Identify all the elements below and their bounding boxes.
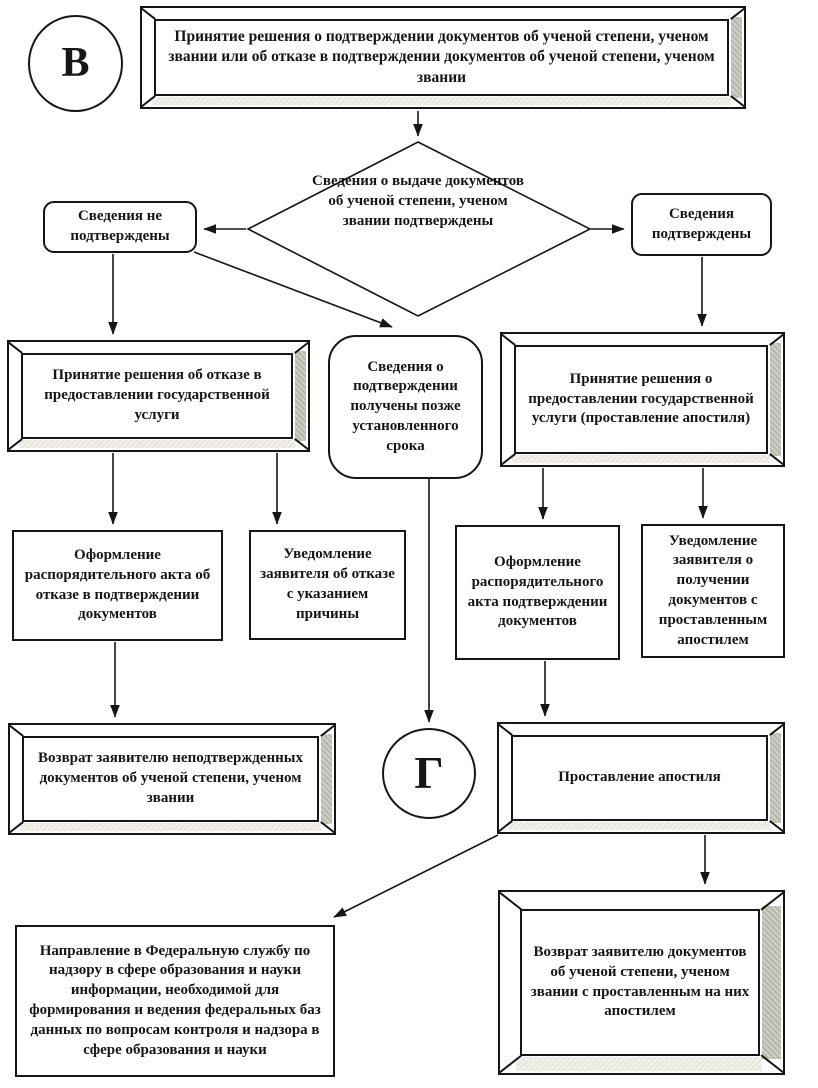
process-box-provide-text: Принятие решения о предоставлении государственной услуги (проставление апостиля) <box>514 345 768 454</box>
process-box-provide-service <box>500 332 785 467</box>
step-box-notify-refusal: Уведомление заявителя об отказе с указанием причины <box>249 530 406 640</box>
process-box-return-apostilled <box>498 890 785 1075</box>
step-box-act-of-confirmation: Оформление распорядительного акта подтверждении документов <box>455 525 620 660</box>
connector-b-label: В <box>61 39 90 86</box>
step-box-send-to-federal-service: Направление в Федеральную службу по надзору в сфере образования и науки информации, необходимой для формирования и ведения федеральных баз данных по вопросам контроля и надзора в сфере образования и науки <box>15 925 335 1077</box>
process-box-apostille-text: Проставление апостиля <box>511 735 768 821</box>
process-box-refuse-service <box>7 340 310 452</box>
bevel-shade-right <box>731 17 742 98</box>
decision-diamond-label: Сведения о выдаче документов об ученой степени, ученом звании подтверждены <box>312 173 524 229</box>
step-box-act-of-refusal: Оформление распорядительного акта об отказе в подтверждении документов <box>12 530 223 641</box>
process-box-apostille <box>497 722 785 834</box>
process-box-decision-on-confirmation <box>140 6 746 109</box>
connector-circle-g <box>382 728 476 819</box>
terminator-not-confirmed: Сведения не подтверждены <box>43 201 197 253</box>
connector-circle-b <box>28 15 123 112</box>
process-box-decision-text: Принятие решения о подтверждении документов об ученой степени, ученом звании или об отказе в подтверждении документов об ученой степени, ученом звании <box>154 19 729 96</box>
terminator-confirmed: Сведения подтверждены <box>631 193 772 256</box>
process-box-refuse-text: Принятие решения об отказе в предоставлении государственной услуги <box>21 353 293 439</box>
bevel-shade-bottom <box>152 97 731 105</box>
step-box-notify-receive: Уведомление заявителя о получении документов с проставленным апостилем <box>641 524 785 658</box>
process-box-return-apostilled-text: Возврат заявителю документов об ученой степени, ученом звании с проставленным на них апостилем <box>520 909 760 1056</box>
process-box-return-unconfirmed-text: Возврат заявителю неподтвержденных документов об ученой степени, ученом звании <box>22 736 319 822</box>
arrow-apostille-to-federal <box>334 835 498 917</box>
connector-g-label: Г <box>414 747 444 799</box>
process-box-return-unconfirmed <box>8 723 336 835</box>
terminator-late-info: Сведения о подтверждении получены позже установленного срока <box>328 335 483 479</box>
